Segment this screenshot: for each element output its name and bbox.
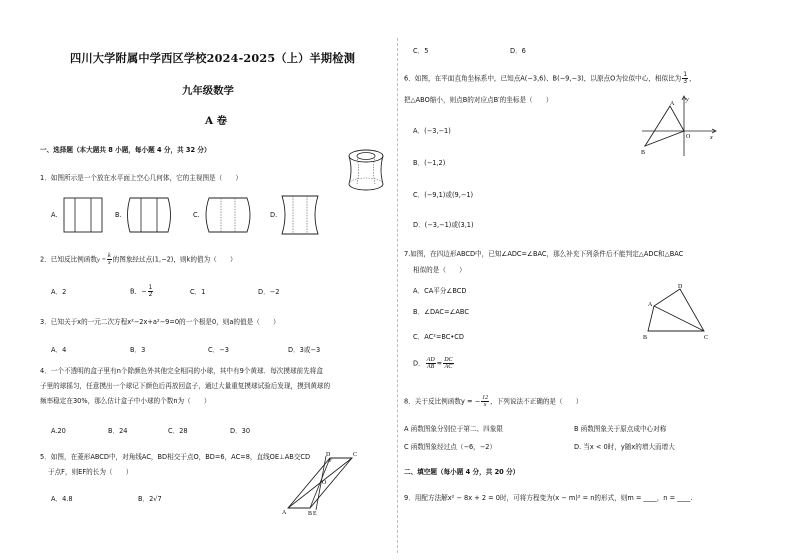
- rhombus-label-d: D: [326, 452, 331, 458]
- q2-pre: 2．已知反比例函数: [40, 255, 97, 264]
- q6-option-a: A．(−3,−1): [413, 127, 451, 135]
- q4-option-d: D．30: [230, 427, 251, 435]
- q2-option-b: [130, 285, 154, 298]
- q7-d-f1-num: AD: [426, 357, 435, 363]
- q4-option-c: C．28: [168, 427, 188, 435]
- q6-line-2: 把△ABO缩小，则点B的对应点B′的坐标是（ ）: [404, 96, 553, 104]
- q2-option-b-fraction: [148, 285, 154, 298]
- q7-d-f2-num: DC: [444, 357, 453, 363]
- rhombus-figure: [282, 448, 360, 516]
- q7-d-f2-den: AC: [444, 364, 453, 370]
- q7-option-d-prefix: D．: [413, 359, 425, 368]
- q4-line-2: 子里的球摇匀，任意摸出一个球记下颜色后再放回盒子，通过大量重复摸球试验后发现，摸到黄球的: [40, 382, 331, 390]
- q6-option-b: B．(−1,2): [413, 159, 446, 167]
- coordinate-figure: [640, 93, 718, 157]
- q1-option-a-label: A.: [51, 211, 58, 219]
- q4-option-a: A.20: [51, 427, 66, 435]
- q3-option-c: C．−3: [208, 346, 229, 354]
- q6-option-c: C．(−9,1)或(9,−1): [413, 191, 474, 199]
- q4-line-3: 频率稳定在30%，那么估计盒子中小球的个数n为（ ）: [40, 397, 211, 405]
- rhombus-label-b: B: [308, 511, 313, 516]
- q2-option-b-den: 2: [148, 291, 153, 298]
- q8-stem: [404, 395, 582, 408]
- q7-line-1: 7.如图，在四边形ABCD中，已知∠ADC=∠BAC，那么补充下列条件后不能判定△ADC和△BAC: [404, 250, 684, 258]
- q7-option-a: A．CA平分∠BCD: [413, 287, 467, 295]
- q5-line-2: 于点F，则EF的长为（ ）: [48, 468, 133, 476]
- q1-option-b-label: B.: [115, 211, 122, 219]
- q1-option-c-label: C.: [193, 211, 200, 219]
- q7-d-eq: =: [436, 359, 443, 368]
- quad-label-b: B: [643, 335, 648, 341]
- part1-heading: 一、选择题（本大题共 8 小题，每小题 4 分，共 32 分）: [40, 146, 211, 154]
- q7-option-d: [413, 357, 455, 370]
- q6-line-1-end: ，: [689, 74, 696, 83]
- q6-ratio-den: 3: [683, 78, 688, 85]
- quad-label-a: A: [648, 302, 653, 308]
- rhombus-label-f: F: [329, 458, 333, 464]
- q6-line-1-text: 6．如图，在平面直角坐标系中，已知点A(−3,6)、B(−9,−3)，以原点O为位似中心，相似比为: [404, 74, 682, 83]
- exam-subtitle: 九年级数学: [182, 85, 234, 97]
- q2-frac-den: x: [107, 260, 111, 266]
- q3-stem: 3．已知关于x的一元二次方程x²−2x+a²−9=0的一个根是0，则a的值是（ ）: [40, 318, 280, 326]
- hollow-solid-figure: [340, 147, 392, 193]
- q2-fraction: [107, 253, 112, 266]
- q2-option-d: D．−2: [258, 288, 280, 296]
- coord-label-y: y: [686, 97, 689, 103]
- q3-option-a: A．4: [51, 346, 67, 354]
- q2-option-b-label: B．−: [130, 287, 147, 296]
- q7-option-b: B．∠DAC=∠ABC: [413, 308, 469, 316]
- q3-option-b: B．3: [130, 346, 146, 354]
- q8-option-c: C 函数图象经过点（−6，−2）: [404, 443, 497, 451]
- coord-label-x: x: [710, 135, 713, 141]
- q4-line-1: 4．一个不透明的盒子里有n个除颜色外其他完全相同的小球，其中有9个黄球．每次摸球前先将盒: [40, 367, 323, 375]
- quadrilateral-figure: [642, 282, 714, 342]
- q5-option-d: D．6: [510, 47, 526, 55]
- q1-option-c-figure: [203, 196, 253, 234]
- q2-post: 的图象经过点(1,−2)，则k的值为（ ）: [112, 255, 237, 264]
- q2-stem: [40, 253, 237, 266]
- section-label: A 卷: [205, 115, 228, 127]
- q1-option-d-figure: [279, 194, 321, 236]
- q7-d-frac-1: [426, 357, 436, 370]
- q7-d-frac-2: [443, 357, 453, 370]
- coord-label-b: B: [641, 150, 646, 156]
- q6-ratio-num: 1: [683, 71, 688, 78]
- q6-line-1: [404, 72, 696, 85]
- q3-option-d: D．3或−3: [288, 346, 321, 354]
- q2-option-b-num: 1: [148, 284, 153, 291]
- column-divider: [397, 38, 399, 553]
- q6-option-d: D．(−3,−1)或(3,1): [413, 221, 474, 229]
- rhombus-label-o: O: [322, 480, 327, 486]
- coord-label-o: O: [686, 134, 691, 140]
- q2-y: y =: [96, 256, 106, 264]
- q7-d-f1-den: AB: [427, 364, 435, 370]
- q2-option-a: A．2: [51, 288, 67, 296]
- q5-option-b: B．2√7: [138, 495, 162, 503]
- part2-heading: 二、填空题（每小题 4 分，共 20 分）: [404, 468, 520, 476]
- q5-option-a: A．4.8: [51, 495, 73, 503]
- rhombus-label-e: E: [313, 511, 317, 516]
- quad-label-c: C: [704, 335, 709, 341]
- coord-label-a: A: [670, 101, 675, 107]
- q7-option-c: C．AC²=BC•CD: [413, 333, 464, 341]
- q5-line-1: 5．如图，在菱形ABCD中，对角线AC，BD相交于点O，BD=6，AC=8，直线OE⊥AB交CD: [40, 453, 311, 461]
- q7-line-2: 相似的是（ ）: [413, 266, 466, 274]
- rhombus-label-c: C: [353, 452, 358, 458]
- q1-option-a-figure: [62, 196, 104, 234]
- q8-fraction: [481, 395, 489, 408]
- q8-option-d: D. 当x < 0时，y随x的增大而增大: [574, 443, 675, 451]
- q1-option-d-label: D.: [270, 211, 278, 219]
- q8-post: ，下列说法不正确的是（ ）: [490, 397, 583, 406]
- q8-option-a: A 函数图象分别位于第二、四象限: [404, 425, 503, 433]
- q5-option-c: C．5: [413, 47, 429, 55]
- rhombus-label-a: A: [282, 510, 287, 516]
- q1-option-b-figure: [125, 196, 173, 234]
- q4-option-b: B．24: [108, 427, 128, 435]
- exam-title: 四川大学附属中学西区学校2024-2025（上）半期检测: [70, 51, 356, 65]
- q2-frac-num: k: [107, 253, 111, 259]
- q1-stem: 1．如图所示是一个放在水平面上空心几何体，它的主视图是（ ）: [40, 174, 243, 182]
- q8-frac-den: x: [483, 402, 487, 408]
- q8-pre: 8．关于反比例函数y = −: [404, 397, 481, 406]
- q9-stem: 9．用配方法解x² − 8x + 2 = 0时，可将方程变为(x − m)² = n的形式，则m = ____，n = ____.: [404, 494, 693, 502]
- q2-option-c: C．1: [190, 288, 206, 296]
- q8-option-b: B 函数图象关于原点成中心对称: [574, 425, 667, 433]
- quad-label-d: D: [678, 284, 683, 290]
- q8-frac-num: 12: [482, 395, 489, 401]
- q6-ratio-fraction: [682, 72, 688, 85]
